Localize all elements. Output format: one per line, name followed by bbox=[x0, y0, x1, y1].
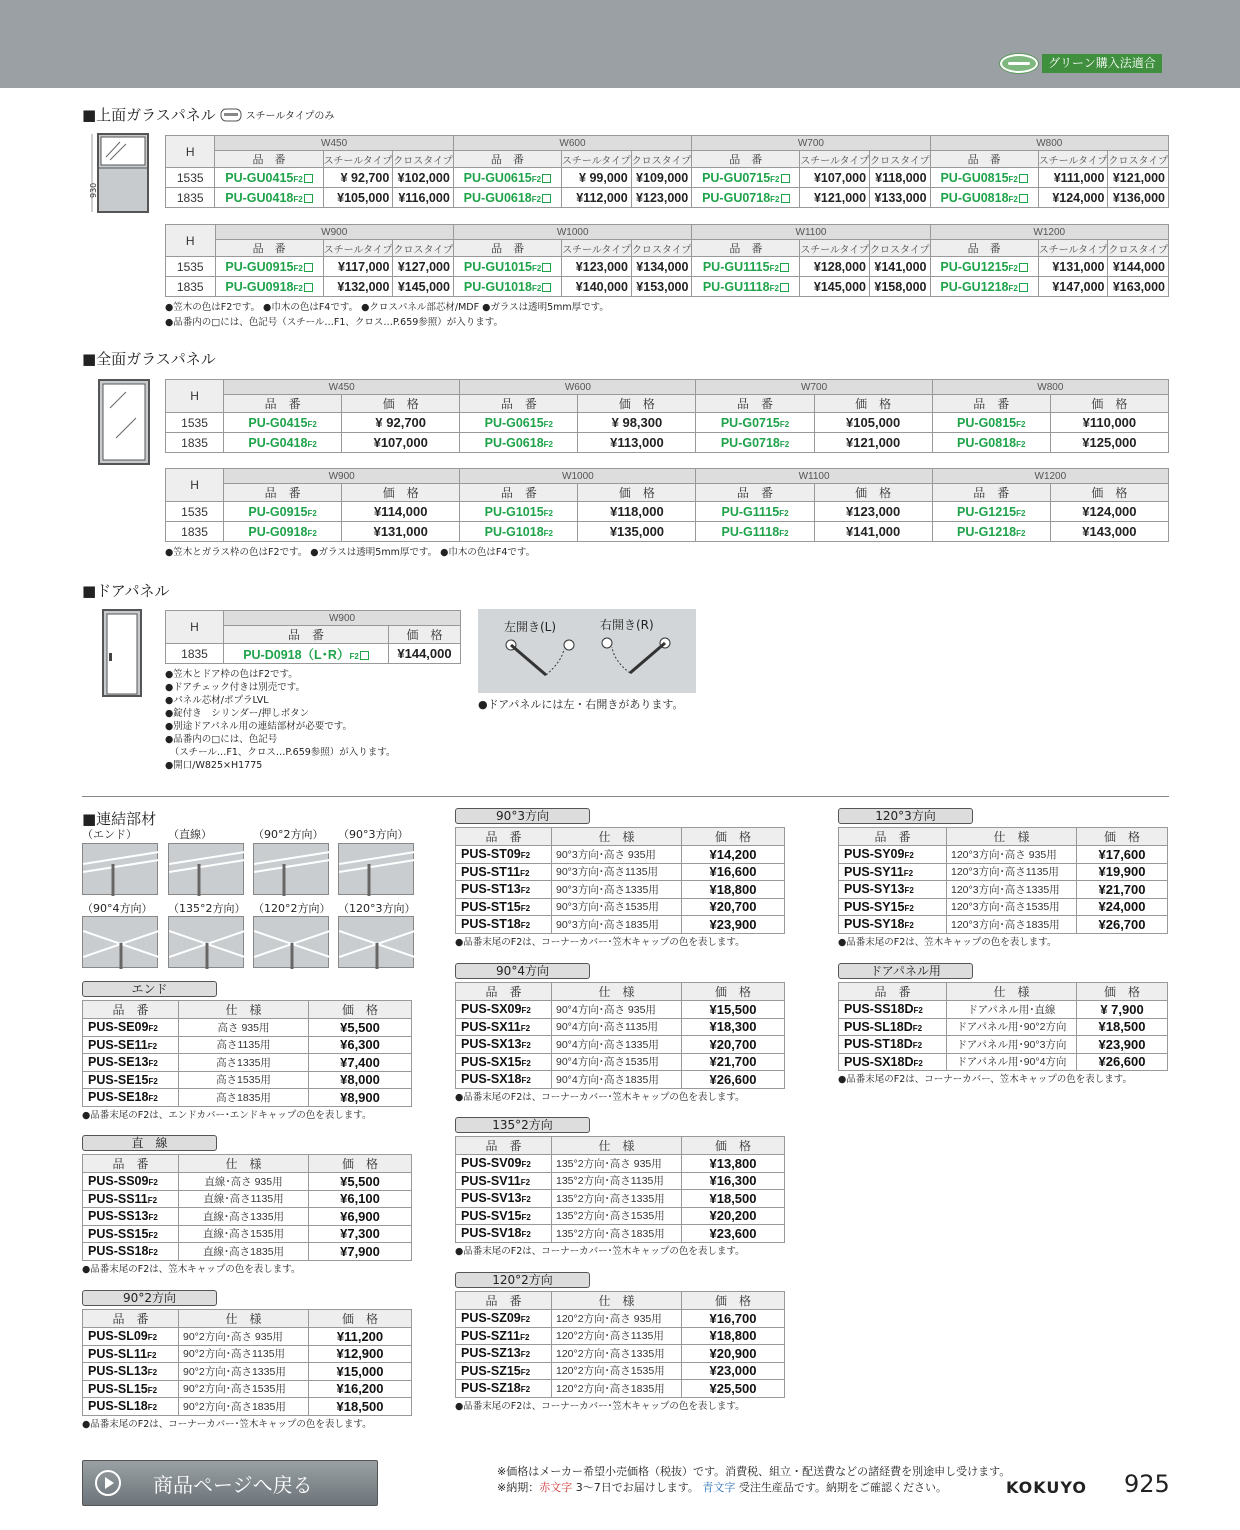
product-code: PU-GU0415F2 bbox=[215, 168, 323, 188]
product-code: PU-G1118F2 bbox=[696, 522, 814, 542]
table-row: PUS-SE15F2 高さ1535用 ¥8,000 bbox=[83, 1071, 412, 1089]
spec-table-door: 品 番 仕 様 価 格 PUS-SS18DF2 ドアパネル用･直線 ¥ 7,900 PUS-SL18DF2 ドアパネル用･90°2方向 ¥18,500 PUS-ST18DF2 ドアパネル用･90°3方向 ¥23,900 PUS-SX18DF2 ドアパネル用･90°4方向 ¥26,600 bbox=[838, 982, 1168, 1071]
steel-price: ¥123,000 bbox=[562, 257, 632, 277]
steel-price: ¥ 99,000 bbox=[561, 168, 631, 188]
connector-caption: （120°3方向） bbox=[338, 902, 416, 915]
connector-caption: （直線） bbox=[168, 828, 212, 841]
connector-caption: （エンド） bbox=[82, 828, 137, 841]
table-row: 1835 PU-GU0418F2 ¥105,000 ¥116,000 PU-GU0618F2 ¥112,000 ¥123,000 PU-GU0718F2 ¥121,000 ¥133,000 PU-GU0818F2 ¥124,000 ¥136,000 bbox=[166, 188, 1169, 208]
product-code: PU-GU0615F2 bbox=[453, 168, 561, 188]
table-row: PUS-SX18F2 90°4方向･高さ1835用 ¥26,600 bbox=[456, 1071, 785, 1089]
product-code: PU-G0715F2 bbox=[696, 413, 814, 433]
top-glass-note-2: ●品番内の□には、色記号（スチール…F1、クロス…P.659参照）が入ります。 bbox=[165, 317, 504, 328]
spec-table-x90: 品 番 仕 様 価 格 PUS-SX09F2 90°4方向･高さ 935用 ¥15,500 PUS-SX11F2 90°4方向･高さ1135用 ¥18,300 PUS-SX13F2 90°4方向･高さ1335用 ¥20,700 PUS-SX15F2 90°4方向･高さ1535用 ¥21,700 PUS-SX18F2 90°4方向･高さ1835用 ¥26,600 bbox=[455, 982, 785, 1089]
table-row: PUS-SX13F2 90°4方向･高さ1335用 ¥20,700 bbox=[456, 1036, 785, 1054]
kokuyo-logo: KOKUYO bbox=[1006, 1478, 1088, 1497]
cross-price: ¥136,000 bbox=[1108, 188, 1169, 208]
note-v135: ●品番末尾のF2は、コーナーカバー･笠木キャップの色を表します。 bbox=[455, 1245, 745, 1257]
group-label-t90: 90°3方向 bbox=[455, 808, 590, 824]
door-panel-figure bbox=[100, 608, 144, 698]
table-row: PUS-SV13F2 135°2方向･高さ1335用 ¥18,500 bbox=[456, 1190, 785, 1208]
spec-table-straight: 品 番 仕 様 価 格 PUS-SS09F2 直線･高さ 935用 ¥5,500 PUS-SS11F2 直線･高さ1135用 ¥6,100 PUS-SS13F2 直線･高さ1335用 ¥6,900 PUS-SS15F2 直線･高さ1535用 ¥7,300 PUS-SS18F2 直線･高さ1835用 ¥7,900 bbox=[82, 1154, 412, 1261]
connector-thumbnail bbox=[168, 843, 244, 895]
table-row: 1535 PU-G0915F2 ¥114,000 PU-G1015F2 ¥118,000 PU-G1115F2 ¥123,000 PU-G1215F2 ¥124,000 bbox=[166, 502, 1169, 522]
table-row: PUS-SE18F2 高さ1835用 ¥8,900 bbox=[83, 1089, 412, 1107]
full-glass-panel-figure bbox=[96, 378, 152, 466]
table-row: PUS-SV09F2 135°2方向･高さ 935用 ¥13,800 bbox=[456, 1155, 785, 1173]
cross-price: ¥133,000 bbox=[870, 188, 931, 208]
steel-price: ¥117,000 bbox=[323, 257, 393, 277]
steel-price: ¥121,000 bbox=[800, 188, 870, 208]
table-row: PUS-SS11F2 直線･高さ1135用 ¥6,100 bbox=[83, 1190, 412, 1208]
group-label-z120: 120°2方向 bbox=[455, 1272, 590, 1288]
svg-text:左開き(L): 左開き(L) bbox=[504, 620, 557, 634]
price: ¥125,000 bbox=[1050, 433, 1168, 453]
price: ¥105,000 bbox=[814, 413, 932, 433]
group-label-end: エンド bbox=[82, 981, 217, 997]
section-title-connectors: ■連結部材 bbox=[82, 810, 157, 828]
connector-caption: （90°4方向） bbox=[82, 902, 153, 915]
product-code: PU-G0915F2 bbox=[224, 502, 342, 522]
steel-price: ¥112,000 bbox=[561, 188, 631, 208]
cross-price: ¥158,000 bbox=[870, 277, 931, 297]
product-code: PU-GU1118F2 bbox=[692, 277, 800, 297]
door-notes: ●笠木とドア枠の色はF2です。 ●ドアチェック付きは別売です。 ●パネル芯材/ポプラLVL ●錠付き シリンダー/押しボタン ●別途ドアパネル用の連結部材が必要です。 ●品番内の□には、色記号 （スチール…F1、クロス…P.659参照）が入ります。 ●開口/W825×H1775 bbox=[165, 669, 396, 771]
table-row: PUS-SS15F2 直線･高さ1535用 ¥7,300 bbox=[83, 1225, 412, 1243]
section-title-full-glass: ■全面ガラスパネル bbox=[82, 350, 216, 368]
spec-table-end: 品 番 仕 様 価 格 PUS-SE09F2 高さ 935用 ¥5,500 PUS-SE11F2 高さ1135用 ¥6,300 PUS-SE13F2 高さ1335用 ¥7,400 PUS-SE15F2 高さ1535用 ¥8,000 PUS-SE18F2 高さ1835用 ¥8,900 bbox=[82, 1000, 412, 1107]
table-row: PUS-SX15F2 90°4方向･高さ1535用 ¥21,700 bbox=[456, 1053, 785, 1071]
connector-thumbnail bbox=[253, 843, 329, 895]
product-code: PU-G1218F2 bbox=[932, 522, 1050, 542]
price: ¥123,000 bbox=[814, 502, 932, 522]
price: ¥135,000 bbox=[578, 522, 696, 542]
table-row: PUS-SY18F2 120°3方向･高さ1835用 ¥26,700 bbox=[839, 916, 1168, 934]
table-row: PUS-SL11F2 90°2方向･高さ1135用 ¥12,900 bbox=[83, 1345, 412, 1363]
cross-price: ¥145,000 bbox=[393, 277, 454, 297]
table-row: 1535 PU-GU0915F2 ¥117,000 ¥127,000 PU-GU1015F2 ¥123,000 ¥134,000 PU-GU1115F2 ¥128,000 ¥141,000 PU-GU1215F2 ¥131,000 ¥144,000 bbox=[166, 257, 1169, 277]
connector-thumbnail bbox=[338, 843, 414, 895]
product-code: PU-GU0918F2 bbox=[215, 277, 323, 297]
leaf-icon bbox=[1000, 54, 1038, 73]
table-row: 1835 PU-GU0918F2 ¥132,000 ¥145,000 PU-GU1018F2 ¥140,000 ¥153,000 PU-GU1118F2 ¥145,000 ¥158,000 PU-GU1218F2 ¥147,000 ¥163,000 bbox=[166, 277, 1169, 297]
table-row: PUS-SX18DF2 ドアパネル用･90°4方向 ¥26,600 bbox=[839, 1053, 1168, 1071]
connector-caption: （120°2方向） bbox=[253, 902, 331, 915]
door-table: H W900 品 番 価 格 1835 PU-D0918（L･R）F2 ¥144,000 bbox=[165, 610, 461, 664]
note-x90: ●品番末尾のF2は、コーナーカバー･笠木キャップの色を表します。 bbox=[455, 1091, 745, 1103]
steel-price: ¥128,000 bbox=[800, 257, 870, 277]
table-row: PUS-ST15F2 90°3方向･高さ1535用 ¥20,700 bbox=[456, 898, 785, 916]
footnote: ※価格はメーカー希望小売価格（税抜）です。消費税、組立・配送費などの諸経費を別途申し受けます。 ※納期：赤文字 3～7日でお届けします。 青文字 受注生産品です。納期をご確認ください。 bbox=[497, 1465, 1011, 1494]
note-t90: ●品番末尾のF2は、コーナーカバー･笠木キャップの色を表します。 bbox=[455, 936, 745, 948]
steel-price: ¥105,000 bbox=[323, 188, 393, 208]
spec-table-z120: 品 番 仕 様 価 格 PUS-SZ09F2 120°2方向･高さ 935用 ¥16,700 PUS-SZ11F2 120°2方向･高さ1135用 ¥18,800 PUS-SZ13F2 120°2方向･高さ1335用 ¥20,900 PUS-SZ15F2 120°2方向･高さ1535用 ¥23,000 PUS-SZ18F2 120°2方向･高さ1835用 ¥25,500 bbox=[455, 1291, 785, 1398]
price: ¥ 98,300 bbox=[578, 413, 696, 433]
spec-table-t90: 品 番 仕 様 価 格 PUS-ST09F2 90°3方向･高さ 935用 ¥14,200 PUS-ST11F2 90°3方向･高さ1135用 ¥16,600 PUS-ST13F2 90°3方向･高さ1335用 ¥18,800 PUS-ST15F2 90°3方向･高さ1535用 ¥20,700 PUS-ST18F2 90°3方向･高さ1835用 ¥23,900 bbox=[455, 827, 785, 934]
product-code: PU-GU0715F2 bbox=[692, 168, 800, 188]
table-row: PUS-SY13F2 120°3方向･高さ1335用 ¥21,700 bbox=[839, 881, 1168, 899]
svg-text:右開き(R): 右開き(R) bbox=[600, 618, 654, 632]
connector-thumbnail bbox=[253, 916, 329, 968]
table-row: PUS-SV18F2 135°2方向･高さ1835用 ¥23,600 bbox=[456, 1225, 785, 1243]
table-row: 1835 PU-G0418F2 ¥107,000 PU-G0618F2 ¥113,000 PU-G0718F2 ¥121,000 PU-G0818F2 ¥125,000 bbox=[166, 433, 1169, 453]
cross-price: ¥141,000 bbox=[870, 257, 931, 277]
group-label-door: ドアパネル用 bbox=[838, 963, 973, 979]
table-row: PUS-SZ13F2 120°2方向･高さ1335用 ¥20,900 bbox=[456, 1345, 785, 1363]
table-row: 1535 PU-G0415F2 ¥ 92,700 PU-G0615F2 ¥ 98,300 PU-G0715F2 ¥105,000 PU-G0815F2 ¥110,000 bbox=[166, 413, 1169, 433]
group-label-straight: 直 線 bbox=[82, 1135, 217, 1151]
connector-thumbnail bbox=[338, 916, 414, 968]
note-z120: ●品番末尾のF2は、コーナーカバー･笠木キャップの色を表します。 bbox=[455, 1400, 745, 1412]
price: ¥118,000 bbox=[578, 502, 696, 522]
price: ¥ 92,700 bbox=[342, 413, 460, 433]
cross-price: ¥163,000 bbox=[1108, 277, 1169, 297]
table-row: PUS-SX11F2 90°4方向･高さ1135用 ¥18,300 bbox=[456, 1018, 785, 1036]
product-code: PU-GU0418F2 bbox=[215, 188, 323, 208]
connector-caption: （135°2方向） bbox=[168, 902, 246, 915]
product-code: PU-GU0818F2 bbox=[930, 188, 1038, 208]
table-row: PUS-SV15F2 135°2方向･高さ1535用 ¥20,200 bbox=[456, 1207, 785, 1225]
door-price: ¥144,000 bbox=[389, 644, 461, 664]
steel-price: ¥131,000 bbox=[1038, 257, 1108, 277]
product-code: PU-GU1215F2 bbox=[930, 257, 1038, 277]
product-code: PU-G0718F2 bbox=[696, 433, 814, 453]
product-code: PU-GU1018F2 bbox=[453, 277, 561, 297]
table-row: PUS-SS13F2 直線･高さ1335用 ¥6,900 bbox=[83, 1208, 412, 1226]
divider bbox=[82, 796, 1169, 797]
table-row: PUS-SE09F2 高さ 935用 ¥5,500 bbox=[83, 1019, 412, 1037]
table-row: PUS-SS18F2 直線･高さ1835用 ¥7,900 bbox=[83, 1243, 412, 1261]
product-code: PU-G0815F2 bbox=[932, 413, 1050, 433]
door-code: PU-D0918（L･R） bbox=[243, 647, 350, 662]
table-row: PUS-SV11F2 135°2方向･高さ1135用 ¥16,300 bbox=[456, 1172, 785, 1190]
note-l90: ●品番末尾のF2は、コーナーカバー･笠木キャップの色を表します。 bbox=[82, 1418, 372, 1430]
product-code: PU-GU1218F2 bbox=[930, 277, 1038, 297]
cross-price: ¥121,000 bbox=[1108, 168, 1169, 188]
spec-table-v135: 品 番 仕 様 価 格 PUS-SV09F2 135°2方向･高さ 935用 ¥13,800 PUS-SV11F2 135°2方向･高さ1135用 ¥16,300 PUS-SV13F2 135°2方向･高さ1335用 ¥18,500 PUS-SV15F2 135°2方向･高さ1535用 ¥20,200 PUS-SV18F2 135°2方向･高さ1835用 ¥23,600 bbox=[455, 1136, 785, 1243]
product-code: PU-G0618F2 bbox=[460, 433, 578, 453]
table-row: PUS-SL09F2 90°2方向･高さ 935用 ¥11,200 bbox=[83, 1328, 412, 1346]
table-row: PUS-SZ09F2 120°2方向･高さ 935用 ¥16,700 bbox=[456, 1310, 785, 1328]
steel-price: ¥111,000 bbox=[1038, 168, 1108, 188]
group-label-x90: 90°4方向 bbox=[455, 963, 590, 979]
price: ¥113,000 bbox=[578, 433, 696, 453]
door-diagram-note: ●ドアパネルには左・右開きがあります。 bbox=[478, 698, 684, 711]
play-icon bbox=[95, 1470, 121, 1496]
connector-thumbnail bbox=[82, 843, 158, 895]
group-label-l90: 90°2方向 bbox=[82, 1290, 217, 1306]
cross-price: ¥102,000 bbox=[393, 168, 454, 188]
table-row: PUS-ST13F2 90°3方向･高さ1335用 ¥18,800 bbox=[456, 881, 785, 899]
table-row: PUS-SL13F2 90°2方向･高さ1335用 ¥15,000 bbox=[83, 1363, 412, 1381]
steel-type-icon bbox=[220, 106, 242, 124]
table-row: PUS-SZ18F2 120°2方向･高さ1835用 ¥25,500 bbox=[456, 1380, 785, 1398]
cross-price: ¥127,000 bbox=[393, 257, 454, 277]
table-row: PUS-SL18DF2 ドアパネル用･90°2方向 ¥18,500 bbox=[839, 1018, 1168, 1036]
cross-price: ¥144,000 bbox=[1108, 257, 1169, 277]
table-row: PUS-SS09F2 直線･高さ 935用 ¥5,500 bbox=[83, 1173, 412, 1191]
connector-caption: （90°2方向） bbox=[253, 828, 324, 841]
steel-price: ¥147,000 bbox=[1038, 277, 1108, 297]
product-code: PU-G0415F2 bbox=[224, 413, 342, 433]
table-row: PUS-SL15F2 90°2方向･高さ1535用 ¥16,200 bbox=[83, 1380, 412, 1398]
steel-price: ¥ 92,700 bbox=[323, 168, 393, 188]
page-number: 925 bbox=[1124, 1470, 1170, 1498]
product-code: PU-GU0718F2 bbox=[692, 188, 800, 208]
cross-price: ¥109,000 bbox=[631, 168, 692, 188]
table-row: 1835 PU-G0918F2 ¥131,000 PU-G1018F2 ¥135,000 PU-G1118F2 ¥141,000 PU-G1218F2 ¥143,000 bbox=[166, 522, 1169, 542]
group-label-v135: 135°2方向 bbox=[455, 1117, 590, 1133]
note-door: ●品番末尾のF2は、コーナーカバー、笠木キャップの色を表します。 bbox=[838, 1074, 1132, 1085]
table-row: PUS-SE11F2 高さ1135用 ¥6,300 bbox=[83, 1036, 412, 1054]
table-row: PUS-SZ15F2 120°2方向･高さ1535用 ¥23,000 bbox=[456, 1362, 785, 1380]
table-row: PUS-SY11F2 120°3方向･高さ1135用 ¥19,900 bbox=[839, 863, 1168, 881]
back-to-product-button[interactable]: 商品ページへ戻る bbox=[82, 1460, 378, 1506]
cross-price: ¥153,000 bbox=[631, 277, 692, 297]
price: ¥114,000 bbox=[342, 502, 460, 522]
table-row: PUS-SS18DF2 ドアパネル用･直線 ¥ 7,900 bbox=[839, 1001, 1168, 1019]
section-title-door: ■ドアパネル bbox=[82, 582, 170, 600]
cross-price: ¥134,000 bbox=[631, 257, 692, 277]
top-glass-note-1: ●笠木の色はF2です。 ●巾木の色はF4です。 ●クロスパネル部芯材/MDF ●ガラスは透明5mm厚です。 bbox=[165, 302, 609, 313]
door-opening-diagram bbox=[478, 609, 696, 693]
price: ¥131,000 bbox=[342, 522, 460, 542]
product-code: PU-GU0618F2 bbox=[453, 188, 561, 208]
price: ¥107,000 bbox=[342, 433, 460, 453]
section-title-top-glass: ■上面ガラスパネル スチールタイプのみ bbox=[82, 106, 335, 124]
table-row: PUS-ST11F2 90°3方向･高さ1135用 ¥16,600 bbox=[456, 863, 785, 881]
table-row: PUS-ST18DF2 ドアパネル用･90°3方向 ¥23,900 bbox=[839, 1036, 1168, 1054]
table-row: PUS-SY09F2 120°3方向･高さ 935用 ¥17,600 bbox=[839, 846, 1168, 864]
price: ¥110,000 bbox=[1050, 413, 1168, 433]
cross-price: ¥118,000 bbox=[870, 168, 931, 188]
price: ¥141,000 bbox=[814, 522, 932, 542]
table-row: 1535 PU-GU0415F2 ¥ 92,700 ¥102,000 PU-GU0615F2 ¥ 99,000 ¥109,000 PU-GU0715F2 ¥107,000 ¥118,000 PU-GU0815F2 ¥111,000 ¥121,000 bbox=[166, 168, 1169, 188]
price: ¥124,000 bbox=[1050, 502, 1168, 522]
product-code: PU-G1115F2 bbox=[696, 502, 814, 522]
top-glass-panel-figure bbox=[82, 132, 152, 216]
steel-price: ¥107,000 bbox=[800, 168, 870, 188]
product-code: PU-G0918F2 bbox=[224, 522, 342, 542]
spec-table-l90: 品 番 仕 様 価 格 PUS-SL09F2 90°2方向･高さ 935用 ¥11,200 PUS-SL11F2 90°2方向･高さ1135用 ¥12,900 PUS-SL13F2 90°2方向･高さ1335用 ¥15,000 PUS-SL15F2 90°2方向･高さ1535用 ¥16,200 PUS-SL18F2 90°2方向･高さ1835用 ¥18,500 bbox=[82, 1309, 412, 1416]
table-row: PUS-SY15F2 120°3方向･高さ1535用 ¥24,000 bbox=[839, 898, 1168, 916]
product-code: PU-GU0815F2 bbox=[930, 168, 1038, 188]
product-code: PU-GU1115F2 bbox=[692, 257, 800, 277]
table-row: PUS-ST09F2 90°3方向･高さ 935用 ¥14,200 bbox=[456, 846, 785, 864]
product-code: PU-GU1015F2 bbox=[453, 257, 561, 277]
product-code: PU-G0615F2 bbox=[460, 413, 578, 433]
product-code: PU-G0818F2 bbox=[932, 433, 1050, 453]
table-row: PUS-SL18F2 90°2方向･高さ1835用 ¥18,500 bbox=[83, 1398, 412, 1416]
price: ¥121,000 bbox=[814, 433, 932, 453]
table-row: PUS-SX09F2 90°4方向･高さ 935用 ¥15,500 bbox=[456, 1001, 785, 1019]
price: ¥143,000 bbox=[1050, 522, 1168, 542]
steel-price: ¥124,000 bbox=[1038, 188, 1108, 208]
connector-thumbnail bbox=[82, 916, 158, 968]
table-row: PUS-SZ11F2 120°2方向･高さ1135用 ¥18,800 bbox=[456, 1327, 785, 1345]
note-straight: ●品番末尾のF2は、笠木キャップの色を表します。 bbox=[82, 1263, 301, 1275]
spec-table-y120: 品 番 仕 様 価 格 PUS-SY09F2 120°3方向･高さ 935用 ¥17,600 PUS-SY11F2 120°3方向･高さ1135用 ¥19,900 PUS-SY13F2 120°3方向･高さ1335用 ¥21,700 PUS-SY15F2 120°3方向･高さ1535用 ¥24,000 PUS-SY18F2 120°3方向･高さ1835用 ¥26,700 bbox=[838, 827, 1168, 934]
product-code: PU-G1018F2 bbox=[460, 522, 578, 542]
svg-text:930: 930 bbox=[89, 182, 98, 198]
note-y120: ●品番末尾のF2は、笠木キャップの色を表します。 bbox=[838, 936, 1057, 948]
connector-caption: （90°3方向） bbox=[338, 828, 409, 841]
product-code: PU-G1015F2 bbox=[460, 502, 578, 522]
product-code: PU-G0418F2 bbox=[224, 433, 342, 453]
table-row: PUS-ST18F2 90°3方向･高さ1835用 ¥23,900 bbox=[456, 916, 785, 934]
steel-price: ¥140,000 bbox=[562, 277, 632, 297]
cross-price: ¥116,000 bbox=[393, 188, 454, 208]
steel-price: ¥145,000 bbox=[800, 277, 870, 297]
top-bar bbox=[0, 0, 1240, 88]
product-code: PU-GU0915F2 bbox=[215, 257, 323, 277]
note-end: ●品番末尾のF2は、エンドカバー･エンドキャップの色を表します。 bbox=[82, 1109, 372, 1121]
green-purchase-badge: グリーン購入法適合 bbox=[1000, 54, 1162, 73]
group-label-y120: 120°3方向 bbox=[838, 808, 973, 824]
full-glass-note: ●笠木とガラス枠の色はF2です。 ●ガラスは透明5mm厚です。 ●巾木の色はF4です。 bbox=[165, 547, 536, 558]
steel-price: ¥132,000 bbox=[323, 277, 393, 297]
connector-thumbnail bbox=[168, 916, 244, 968]
table-row: PUS-SE13F2 高さ1335用 ¥7,400 bbox=[83, 1054, 412, 1072]
product-code: PU-G1215F2 bbox=[932, 502, 1050, 522]
cross-price: ¥123,000 bbox=[631, 188, 692, 208]
